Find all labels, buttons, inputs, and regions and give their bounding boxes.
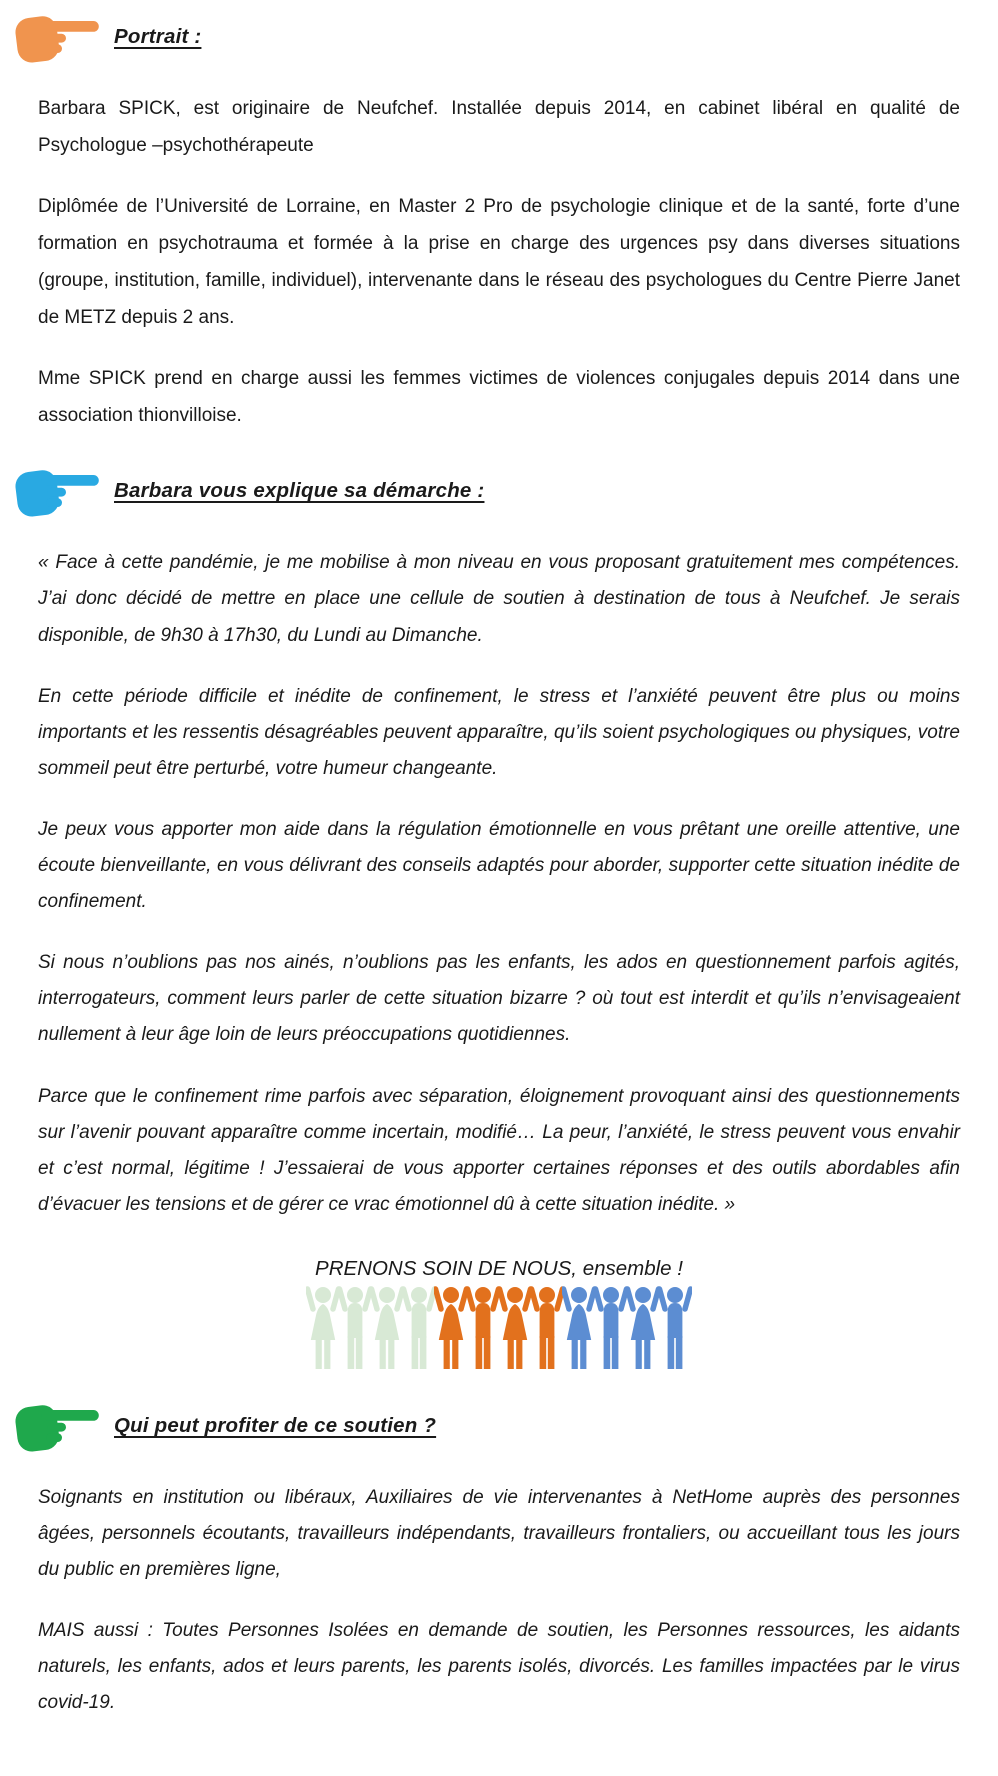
- woman-figure: [498, 1283, 532, 1371]
- man-figure: [530, 1283, 564, 1371]
- woman-figure: [370, 1283, 404, 1371]
- man-figure: [338, 1283, 372, 1371]
- demarche-hand-icon-slot: [14, 462, 102, 520]
- demarche-paragraph-3: Je peux vous apporter mon aide dans la régulation émotionnelle en vous prêtant une oreille attentive, une écoute bienveillante, en vous délivrant des conseils adaptés pour aborder, supporter cette situation inédite de confinement.: [38, 818, 960, 913]
- soutien-heading-label: Qui peut profiter de ce soutien ?: [114, 1413, 437, 1437]
- portrait-paragraph-2: Diplômée de l’Université de Lorraine, en Master 2 Pro de psychologie clinique et de la santé, forte d’une formation en psychotrauma et formée à la prise en charge des urgences psy dans diverses situations (groupe, institution, famille, individuel), intervenante dans le réseau des psychologues du Centre Pierre Janet de METZ depuis 2 ans.: [38, 196, 960, 329]
- woman-figure: [562, 1283, 596, 1371]
- woman-figure: [306, 1283, 340, 1371]
- woman-figure: [626, 1283, 660, 1371]
- banner-text: PRENONS SOIN DE NOUS, ensemble !: [315, 1256, 683, 1280]
- man-figure: [402, 1283, 436, 1371]
- soutien-paragraph-1: Soignants en institution ou libéraux, Auxiliaires de vie intervenantes à NetHome auprès des personnes âgées, personnels écoutants, travailleurs indépendants, travailleurs frontaliers, ou accueillant tous les jours du public en premières ligne,: [38, 1486, 960, 1581]
- demarche-paragraph-2: En cette période difficile et inédite de confinement, le stress et l’anxiété peuvent être plus ou moins importants et les ressentis désagréables peuvent apparaître, qu’ils soient psychologiques ou physiques, votre sommeil peut être perturbé, votre humeur changeante.: [38, 685, 960, 779]
- demarche-heading-label: Barbara vous explique sa démarche :: [114, 479, 485, 503]
- people-pictogram: [38, 1283, 960, 1371]
- demarche-paragraph-4: Si nous n’oublions pas nos ainés, n’oublions pas les enfants, les ados en questionnement parfois agités, interrogateurs, comment leurs parler de cette situation bizarre ? où tout est interdit et qu’ils n’envisageaient nullement à leur âge loin de leurs préoccupations quotidiennes.: [38, 952, 960, 1046]
- man-figure: [594, 1283, 628, 1371]
- man-figure: [466, 1283, 500, 1371]
- pointing-hand-icon: [14, 1397, 102, 1455]
- soutien-heading: [14, 1397, 960, 1455]
- demarche-paragraph-1: « Face à cette pandémie, je me mobilise à mon niveau en vous proposant gratuitement mes compétences. J’ai donc décidé de mettre en place une cellule de soutien à destination de tous à Neufchef. Je serais disponible, de 9h30 à 17h30, du Lundi au Dimanche.: [38, 552, 960, 646]
- portrait-hand-icon-slot: [14, 8, 102, 66]
- demarche-heading: [14, 462, 960, 520]
- woman-figure: [434, 1283, 468, 1371]
- pointing-hand-icon: [14, 462, 102, 520]
- portrait-heading-label: Portrait :: [114, 25, 202, 48]
- pointing-hand-icon: [14, 8, 102, 66]
- portrait-heading: [14, 8, 960, 66]
- soutien-hand-icon-slot: [14, 1397, 102, 1455]
- soutien-paragraph-2: MAIS aussi : Toutes Personnes Isolées en demande de soutien, les Personnes ressources, les aidants naturels, les enfants, ados et leurs parents, les parents isolés, divorcés. Les familles impactées par le virus covid-19.: [38, 1620, 960, 1714]
- demarche-paragraph-5: Parce que le confinement rime parfois avec séparation, éloignement provoquant ainsi des questionnements sur l’avenir pouvant apparaître comme incertain, modifié… La peur, l’anxiété, le stress peuvent vous envahir et c’est normal, légitime ! J’essaierai de vous apporter certaines réponses et des outils abordables afin d’évacuer les tensions et de gérer ce vrac émotionnel dû à cette situation inédite. »: [38, 1085, 960, 1215]
- portrait-paragraph-1: Barbara SPICK, est originaire de Neufchef. Installée depuis 2014, en cabinet libéral en qualité de Psychologue –psychothérapeute: [38, 98, 960, 157]
- man-figure: [658, 1283, 692, 1371]
- portrait-paragraph-3: Mme SPICK prend en charge aussi les femmes victimes de violences conjugales depuis 2014 dans une association thionvilloise.: [38, 368, 960, 427]
